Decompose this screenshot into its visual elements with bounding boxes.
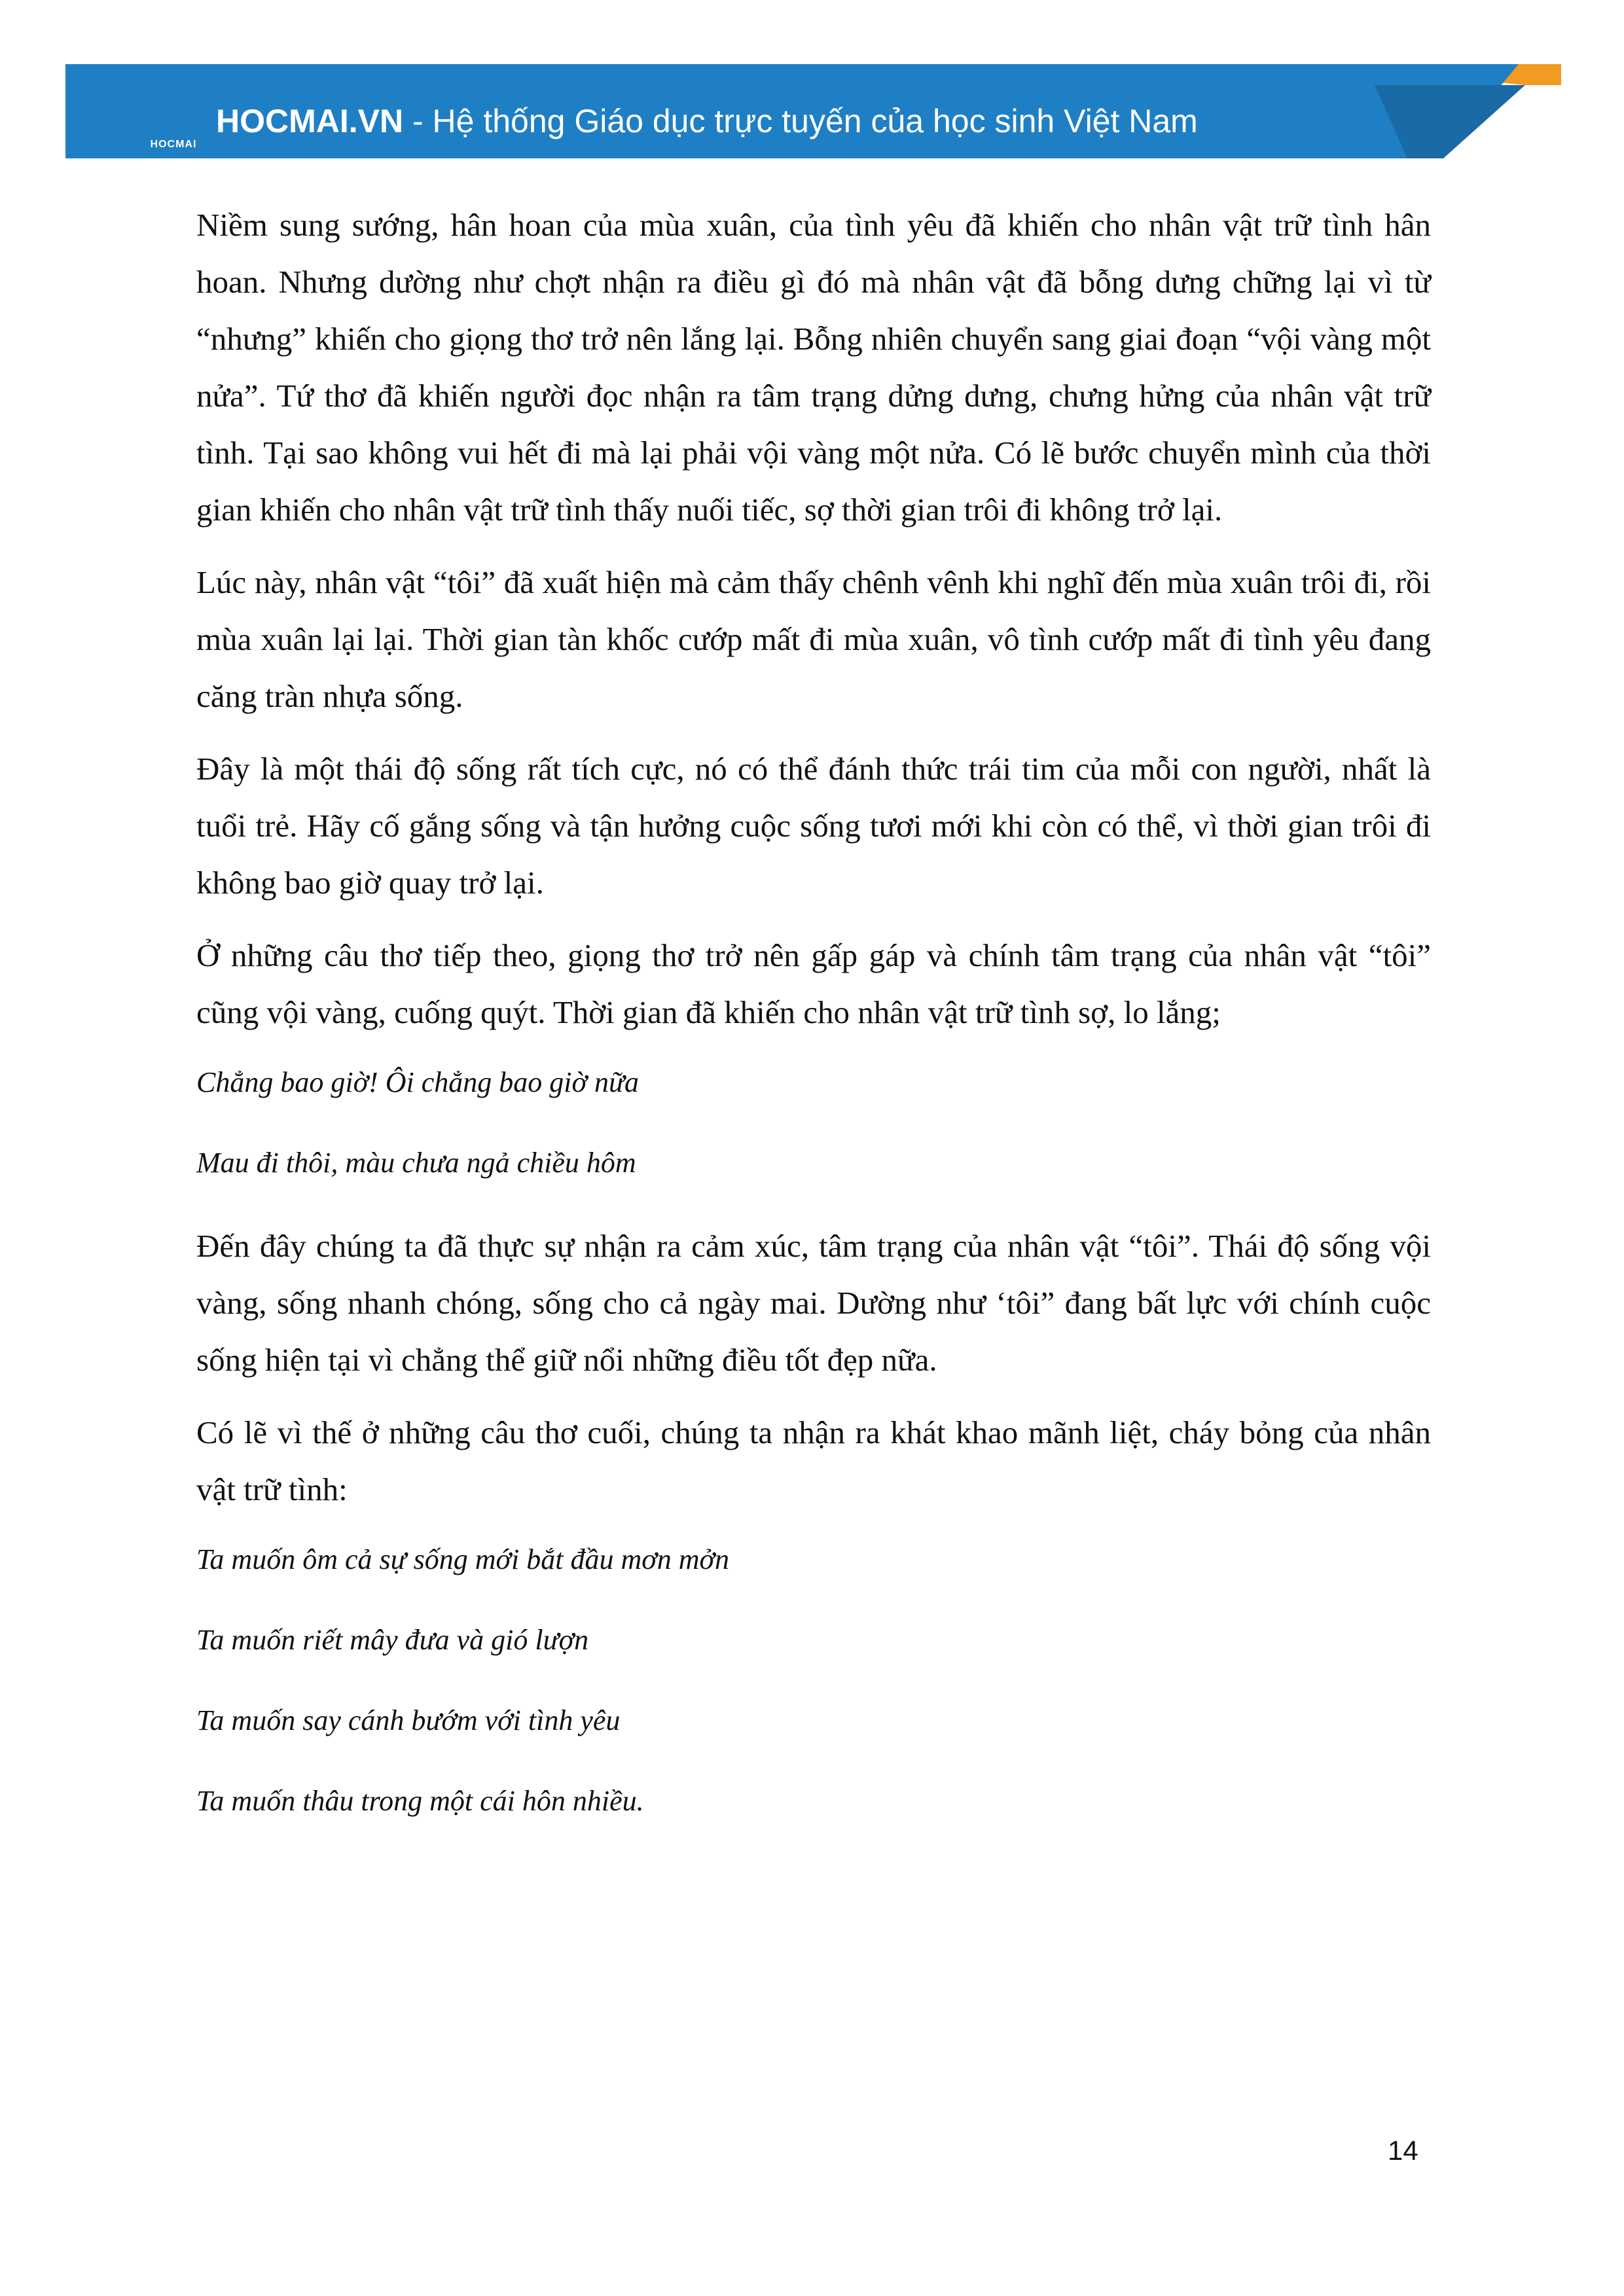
paragraph-6: Có lẽ vì thế ở những câu thơ cuối, chúng ta nhận ra khát khao mãnh liệt, cháy bỏng của nhân vật trữ tình:: [196, 1414, 1431, 1507]
paragraph-4: Ở những câu thơ tiếp theo, giọng thơ trở nên gấp gáp và chính tâm trạng của nhân vật “tôi” cũng vội vàng, cuống quýt. Thời gian đã khiến cho nhân vật trữ tình sợ, lo lắng;: [196, 937, 1431, 1030]
verse-line: Chẳng bao giờ! Ôi chẳng bao giờ nữa: [196, 1066, 639, 1098]
verse-line: Ta muốn say cánh bướm với tình yêu: [196, 1704, 621, 1736]
verse-line: Mau đi thôi, màu chưa ngả chiều hôm: [196, 1147, 636, 1179]
header-banner: [0, 0, 1624, 170]
brand-line: [216, 95, 1198, 147]
site-tagline: - Hệ thống Giáo dục trực tuyến của học sinh Việt Nam: [403, 103, 1198, 139]
logo-caption: HOCMAI: [150, 139, 197, 150]
verse-line: Ta muốn riết mây đưa và gió lượn: [196, 1624, 589, 1656]
paragraph-2: Lúc này, nhân vật “tôi” đã xuất hiện mà cảm thấy chênh vênh khi nghĩ đến mùa xuân trôi đi, rồi mùa xuân lại lại. Thời gian tàn khốc cướp mất đi mùa xuân, vô tình cướp mất đi tình yêu đang căng tràn nhựa sống.: [196, 564, 1431, 714]
hocmai-logo-icon: [0, 0, 72, 72]
verse-line: Ta muốn thâu trong một cái hôn nhiều.: [196, 1785, 644, 1817]
paragraph-3: Đây là một thái độ sống rất tích cực, nó có thể đánh thức trái tim của mỗi con người, nhất là tuổi trẻ. Hãy cố gắng sống và tận hưởng cuộc sống tươi mới khi còn có thể, vì thời gian trôi đi không bao giờ quay trở lại.: [196, 751, 1431, 901]
page-number: 14: [1388, 2135, 1418, 2166]
site-name[interactable]: HOCMAI.VN: [216, 103, 404, 139]
paragraph-5: Đến đây chúng ta đã thực sự nhận ra cảm xúc, tâm trạng của nhân vật “tôi”. Thái độ sống vội vàng, sống nhanh chóng, sống cho cả ngày mai. Dường như ‘tôi” đang bất lực với chính cuộc sống hiện tại vì chẳng thể giữ nổi những điều tốt đẹp nữa.: [196, 1228, 1431, 1378]
verse-line: Ta muốn ôm cả sự sống mới bắt đầu mơn mởn: [196, 1543, 729, 1575]
paragraph-1: Niềm sung sướng, hân hoan của mùa xuân, của tình yêu đã khiến cho nhân vật trữ tình hân hoan. Nhưng dường như chợt nhận ra điều gì đó mà nhân vật đã bỗng dưng chững lại vì từ “nhưng” khiến cho giọng thơ trở nên lắng lại. Bỗng nhiên chuyển sang giai đoạn “vội vàng một nửa”. Tứ thơ đã khiến người đọc nhận ra tâm trạng dửng dưng, chưng hửng của nhân vật trữ tình. Tại sao không vui hết đi mà lại phải vội vàng một nửa. Có lẽ bước chuyển mình của thời gian khiến cho nhân vật trữ tình thấy nuối tiếc, sợ thời gian trôi đi không trở lại.: [196, 207, 1431, 528]
document-body: [196, 196, 1431, 1856]
